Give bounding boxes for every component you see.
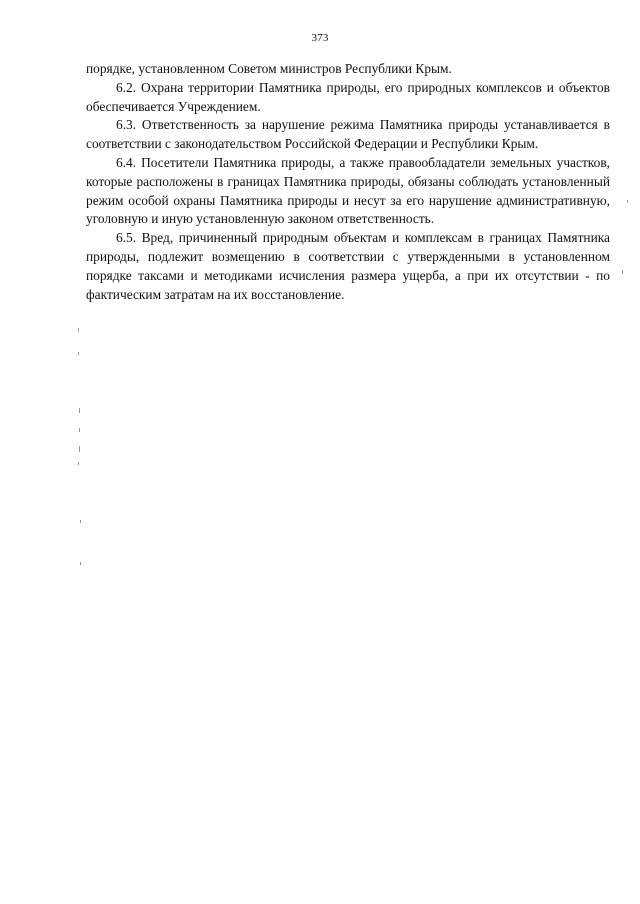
scan-artifact — [78, 352, 79, 355]
scan-artifact — [78, 328, 79, 332]
scan-artifact — [80, 520, 81, 523]
paragraph-continuation: порядке, установленном Советом министров Республики Крым. — [86, 61, 452, 76]
scan-artifact — [627, 200, 628, 203]
page-number: 373 — [311, 32, 329, 44]
paragraph-6-2: 6.2. Охрана территории Памятника природы, его природных комплексов и объектов обеспечивается Учреждением. — [86, 79, 610, 114]
paragraph-6-4: 6.4. Посетители Памятника природы, а также правообладатели земельных участков, которые расположены в границах Памятника природы, обязаны соблюдать установленный режим особой охраны Памятника природы и несут за его нарушение административную, уголовную и иную установленную законом ответственность. — [86, 154, 610, 227]
scan-artifact — [80, 562, 81, 565]
paragraph-6-3: 6.3. Ответственность за нарушение режима Памятника природы устанавливается в соответствии с законодательством Российской Федерации и Республики Крым. — [86, 117, 610, 152]
paragraph-6-5: 6.5. Вред, причиненный природным объектам и комплексам в границах Памятника природы, подлежит возмещению в соответствии с утвержденными в установленном порядке таксами и методиками исчисления размера ущерба, а при их отсутствии - по фактическим затратам на их восстановление. — [86, 230, 610, 302]
document-body — [86, 60, 610, 304]
scan-artifact — [79, 408, 80, 413]
scan-artifact — [79, 428, 80, 432]
scan-artifact — [622, 270, 623, 274]
scan-artifact — [78, 462, 79, 465]
scan-artifact — [79, 446, 80, 452]
